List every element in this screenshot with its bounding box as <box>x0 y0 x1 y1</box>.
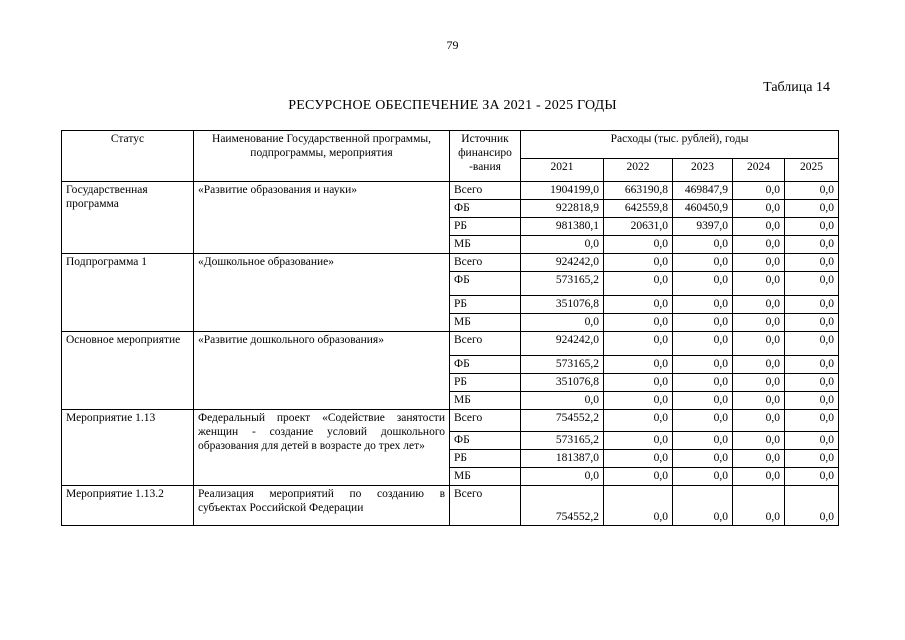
value-cell: 0,0 <box>604 332 673 356</box>
value-cell: 0,0 <box>785 314 839 332</box>
header-year: 2024 <box>733 159 785 182</box>
value-cell: 20631,0 <box>604 218 673 236</box>
value-cell: 0,0 <box>521 468 604 486</box>
value-cell: 0,0 <box>733 468 785 486</box>
value-cell: 0,0 <box>785 254 839 272</box>
source-cell: РБ <box>450 218 521 236</box>
value-cell: 0,0 <box>733 450 785 468</box>
source-cell: ФБ <box>450 356 521 374</box>
header-year: 2025 <box>785 159 839 182</box>
status-cell: Государственная программа <box>62 182 194 254</box>
source-cell: МБ <box>450 468 521 486</box>
value-cell: 0,0 <box>785 236 839 254</box>
value-cell: 0,0 <box>604 314 673 332</box>
value-cell: 981380,1 <box>521 218 604 236</box>
value-cell: 0,0 <box>733 236 785 254</box>
value-cell: 0,0 <box>673 374 733 392</box>
value-cell: 0,0 <box>733 314 785 332</box>
value-cell: 9397,0 <box>673 218 733 236</box>
value-cell: 0,0 <box>785 486 839 526</box>
value-cell: 351076,8 <box>521 374 604 392</box>
source-cell: МБ <box>450 392 521 410</box>
resource-table <box>61 130 839 526</box>
value-cell: 663190,8 <box>604 182 673 200</box>
source-cell: ФБ <box>450 432 521 450</box>
value-cell: 0,0 <box>733 332 785 356</box>
value-cell: 0,0 <box>733 182 785 200</box>
value-cell: 0,0 <box>604 374 673 392</box>
source-cell: Всего <box>450 486 521 526</box>
value-cell: 0,0 <box>785 218 839 236</box>
value-cell: 573165,2 <box>521 432 604 450</box>
value-cell: 573165,2 <box>521 272 604 296</box>
value-cell: 0,0 <box>673 296 733 314</box>
table-row <box>62 486 839 526</box>
value-cell: 0,0 <box>604 392 673 410</box>
value-cell: 0,0 <box>785 410 839 432</box>
value-cell: 0,0 <box>733 254 785 272</box>
value-cell: 0,0 <box>785 182 839 200</box>
table-row <box>62 410 839 432</box>
value-cell: 0,0 <box>521 236 604 254</box>
value-cell: 0,0 <box>604 450 673 468</box>
source-cell: Всего <box>450 254 521 272</box>
name-cell: «Развитие образования и науки» <box>194 182 450 254</box>
status-cell: Мероприятие 1.13 <box>62 410 194 486</box>
source-cell: РБ <box>450 374 521 392</box>
status-cell: Подпрограмма 1 <box>62 254 194 332</box>
value-cell: 0,0 <box>785 432 839 450</box>
value-cell: 0,0 <box>785 450 839 468</box>
source-cell: РБ <box>450 450 521 468</box>
table-body <box>62 182 839 526</box>
value-cell: 0,0 <box>673 236 733 254</box>
value-cell: 0,0 <box>604 236 673 254</box>
value-cell: 0,0 <box>785 332 839 356</box>
value-cell: 0,0 <box>673 410 733 432</box>
value-cell: 573165,2 <box>521 356 604 374</box>
header-name: Наименование Государственной программы, подпрограммы, мероприятия <box>194 131 450 182</box>
value-cell: 0,0 <box>785 296 839 314</box>
source-cell: Всего <box>450 332 521 356</box>
value-cell: 0,0 <box>733 374 785 392</box>
value-cell: 0,0 <box>733 218 785 236</box>
value-cell: 0,0 <box>733 486 785 526</box>
table-row <box>62 332 839 356</box>
value-cell: 0,0 <box>733 272 785 296</box>
header-year: 2021 <box>521 159 604 182</box>
document-title: РЕСУРСНОЕ ОБЕСПЕЧЕНИЕ ЗА 2021 - 2025 ГОДЫ <box>288 98 617 113</box>
value-cell: 0,0 <box>785 356 839 374</box>
value-cell: 0,0 <box>604 486 673 526</box>
value-cell: 0,0 <box>673 450 733 468</box>
value-cell: 0,0 <box>785 272 839 296</box>
value-cell: 181387,0 <box>521 450 604 468</box>
table-row <box>62 254 839 272</box>
header-year: 2023 <box>673 159 733 182</box>
value-cell: 924242,0 <box>521 332 604 356</box>
header-source: Источник финансиро -вания <box>450 131 521 182</box>
value-cell: 0,0 <box>733 356 785 374</box>
value-cell: 1904199,0 <box>521 182 604 200</box>
value-cell: 0,0 <box>521 392 604 410</box>
value-cell: 0,0 <box>673 486 733 526</box>
value-cell: 460450,9 <box>673 200 733 218</box>
table-label: Таблица 14 <box>763 80 830 95</box>
value-cell: 0,0 <box>733 432 785 450</box>
value-cell: 0,0 <box>733 410 785 432</box>
value-cell: 0,0 <box>785 468 839 486</box>
value-cell: 469847,9 <box>673 182 733 200</box>
value-cell: 0,0 <box>785 392 839 410</box>
name-cell: «Развитие дошкольного образования» <box>194 332 450 410</box>
name-cell: Реализация мероприятий по созданию в субъектах Российской Федерации <box>194 486 450 526</box>
source-cell: МБ <box>450 314 521 332</box>
value-cell: 0,0 <box>604 272 673 296</box>
source-cell: РБ <box>450 296 521 314</box>
value-cell: 0,0 <box>604 254 673 272</box>
value-cell: 0,0 <box>604 296 673 314</box>
page-number: 79 <box>446 38 459 52</box>
value-cell: 0,0 <box>673 356 733 374</box>
source-cell: ФБ <box>450 272 521 296</box>
header-status: Статус <box>62 131 194 182</box>
status-cell: Мероприятие 1.13.2 <box>62 486 194 526</box>
value-cell: 924242,0 <box>521 254 604 272</box>
value-cell: 754552,2 <box>521 410 604 432</box>
source-cell: Всего <box>450 182 521 200</box>
source-cell: ФБ <box>450 200 521 218</box>
value-cell: 0,0 <box>604 468 673 486</box>
header-year: 2022 <box>604 159 673 182</box>
value-cell: 0,0 <box>673 468 733 486</box>
source-cell: МБ <box>450 236 521 254</box>
value-cell: 0,0 <box>733 200 785 218</box>
value-cell: 0,0 <box>673 254 733 272</box>
source-cell: Всего <box>450 410 521 432</box>
table-row <box>62 182 839 200</box>
value-cell: 351076,8 <box>521 296 604 314</box>
value-cell: 0,0 <box>673 332 733 356</box>
value-cell: 642559,8 <box>604 200 673 218</box>
value-cell: 0,0 <box>604 356 673 374</box>
value-cell: 0,0 <box>733 296 785 314</box>
value-cell: 0,0 <box>604 410 673 432</box>
value-cell: 0,0 <box>673 272 733 296</box>
value-cell: 0,0 <box>785 374 839 392</box>
value-cell: 0,0 <box>733 392 785 410</box>
value-cell: 0,0 <box>673 314 733 332</box>
value-cell: 922818,9 <box>521 200 604 218</box>
status-cell: Основное мероприятие <box>62 332 194 410</box>
value-cell: 0,0 <box>673 392 733 410</box>
value-cell: 0,0 <box>604 432 673 450</box>
value-cell: 0,0 <box>673 432 733 450</box>
value-cell: 0,0 <box>785 200 839 218</box>
name-cell: «Дошкольное образование» <box>194 254 450 332</box>
header-expenses: Расходы (тыс. рублей), годы <box>521 131 839 159</box>
name-cell: Федеральный проект «Содействие занятости женщин - создание условий дошкольного образования для детей в возрасте до трех лет» <box>194 410 450 486</box>
value-cell: 0,0 <box>521 314 604 332</box>
value-cell: 754552,2 <box>521 486 604 526</box>
